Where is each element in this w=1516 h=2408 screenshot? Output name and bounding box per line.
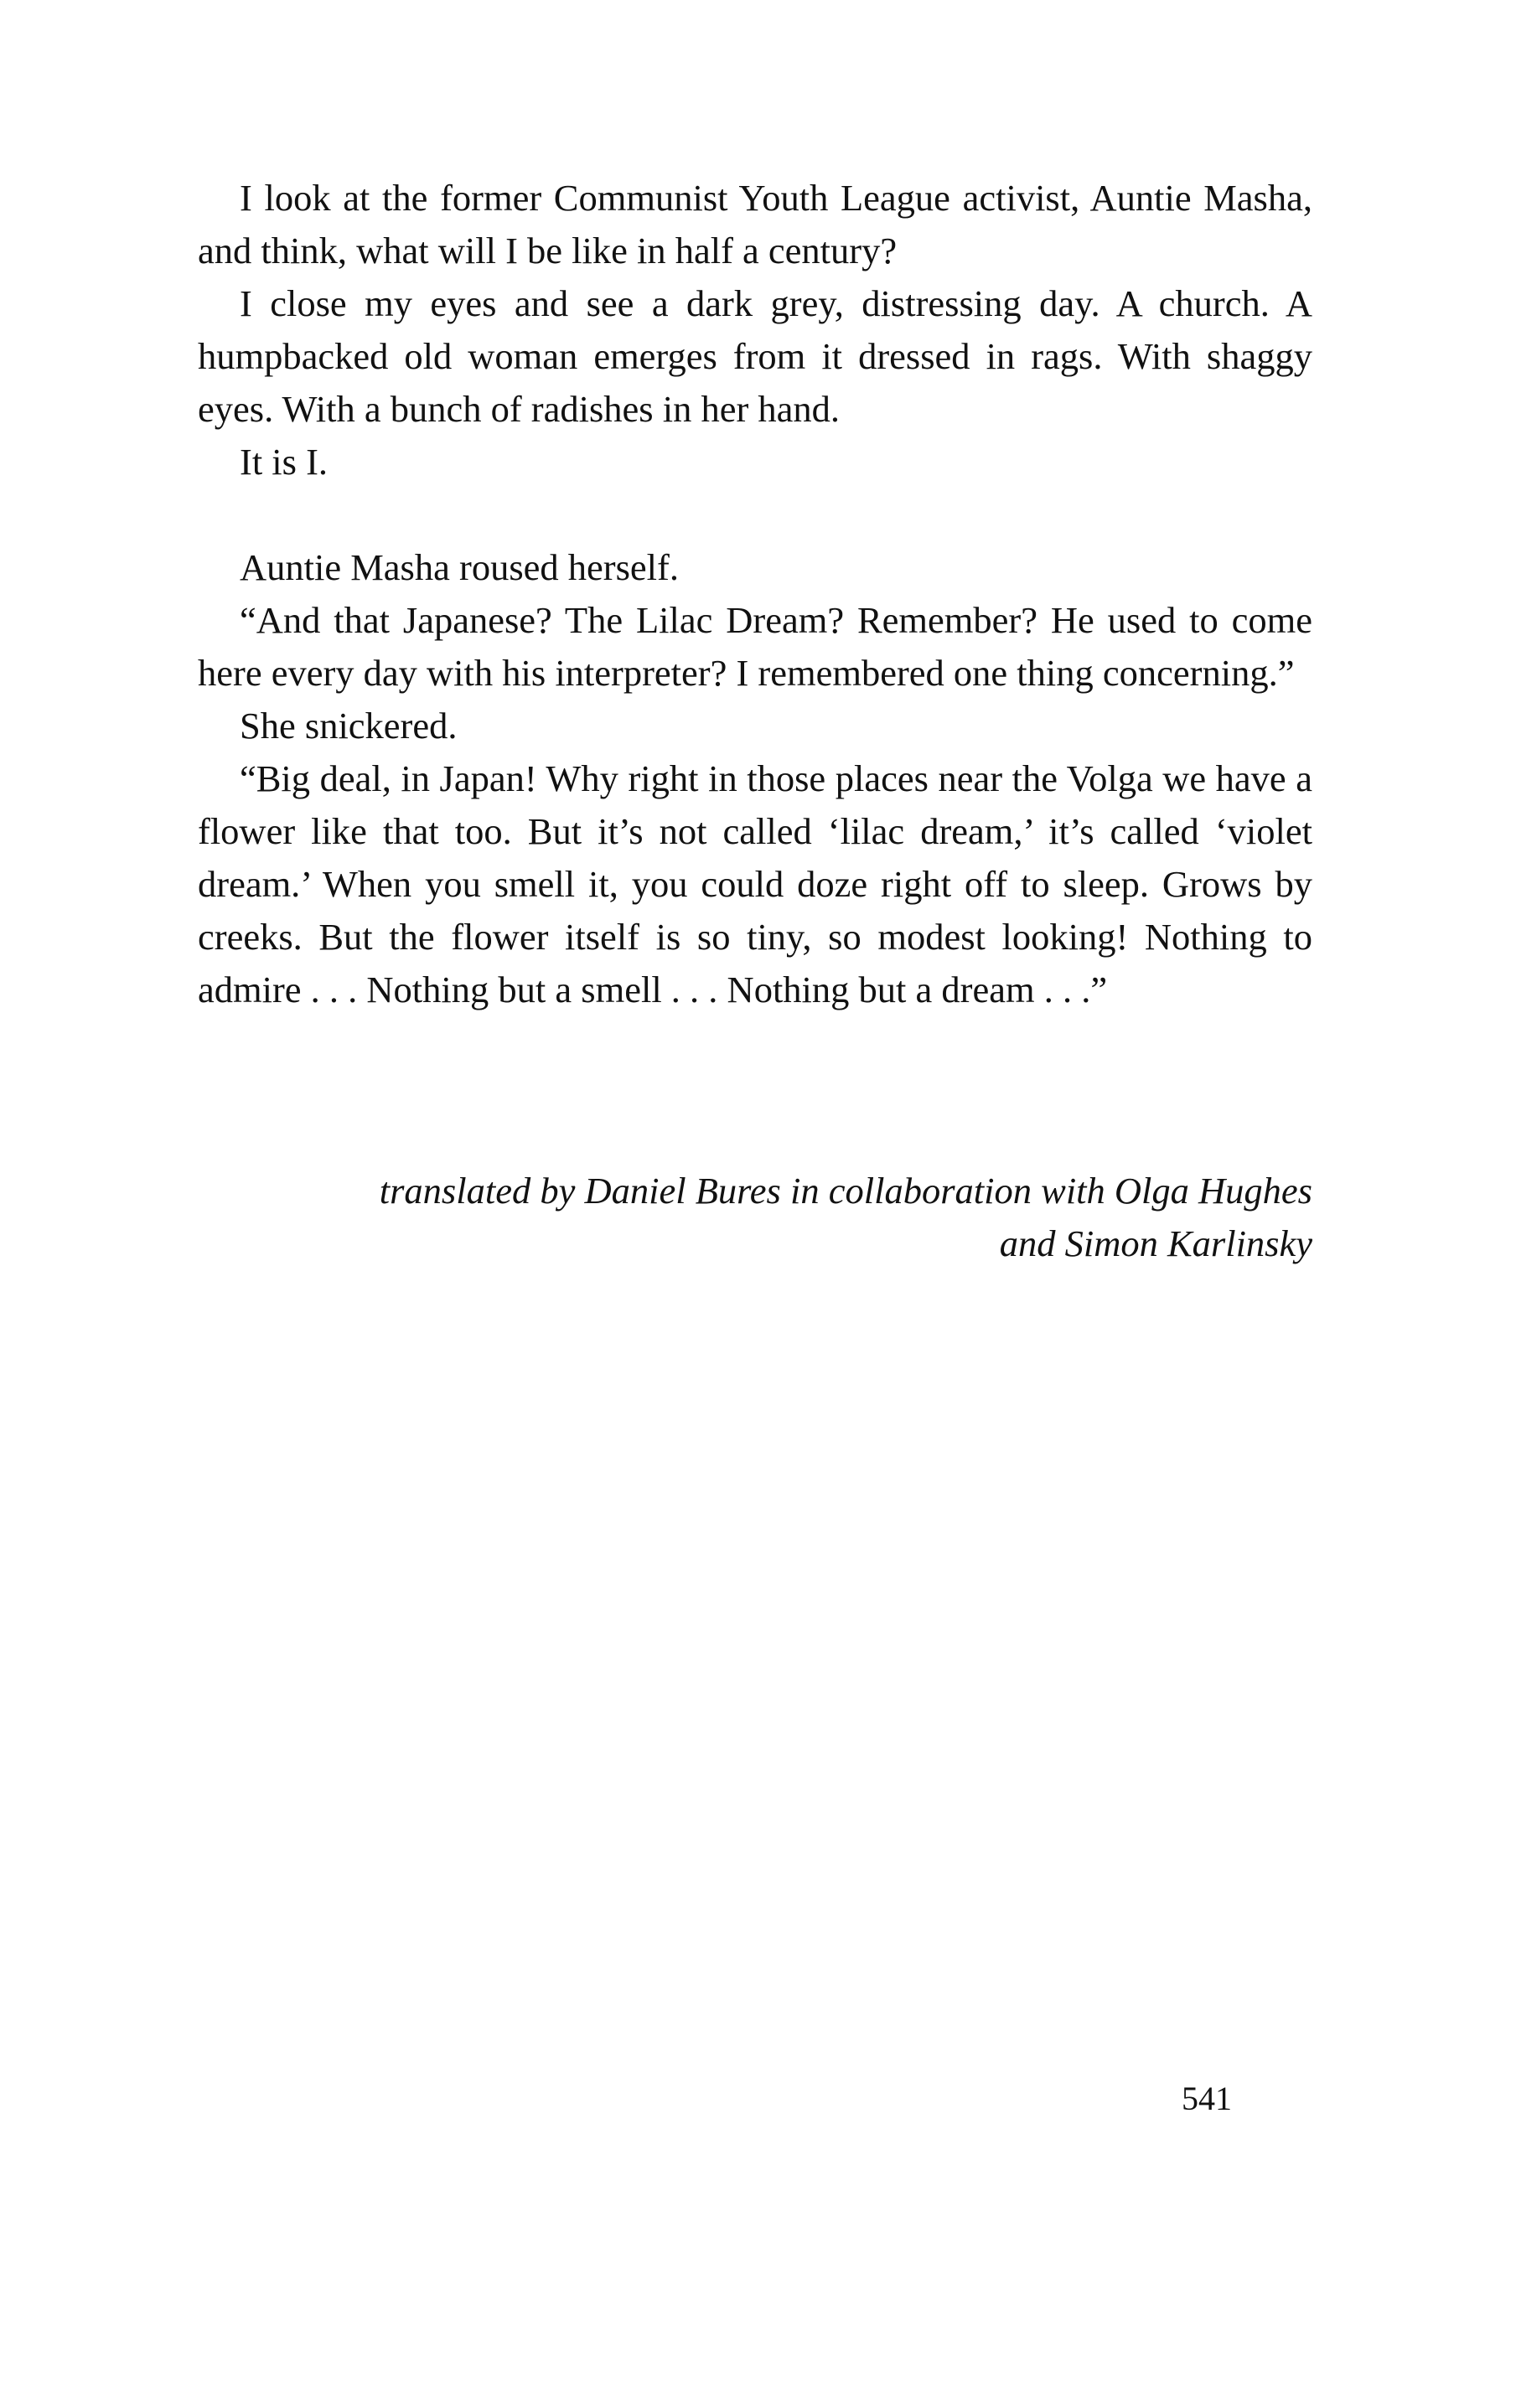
- paragraph-vision: I close my eyes and see a dark grey, distressing day. A church. A humpbacked old woman emerges from it dressed in rags. With shaggy eyes. With a bunch of radishes in her hand.: [198, 282, 1312, 430]
- credit-line-2: and Simon Karlinsky: [999, 1222, 1312, 1264]
- section-break: [198, 488, 1312, 541]
- paragraph-auntie-masha-reflection: I look at the former Communist Youth League activist, Auntie Masha, and think, what will I be like in half a century?: [198, 177, 1312, 271]
- paragraph-japanese: “And that Japanese? The Lilac Dream? Remember? He used to come here every day with his interpreter? I remembered one thing concerning.”: [198, 599, 1312, 694]
- paragraph-snickered: She snickered.: [240, 705, 458, 747]
- body-text: [198, 172, 1312, 1016]
- translator-credit: [198, 1165, 1312, 1270]
- paragraph-violet-dream: “Big deal, in Japan! Why right in those places near the Volga we have a flower like that too. But it’s not called ‘lilac dream,’ it’s called ‘violet dream.’ When you smell it, you could doze right off to sleep. Grows by creeks. But the flower itself is so tiny, so modest looking! Nothing to admire . . . Nothing but a smell . . . Nothing but a dream . . .”: [198, 757, 1312, 1010]
- paragraph-roused: Auntie Masha roused herself.: [240, 546, 679, 588]
- page-number: 541: [1182, 2080, 1232, 2117]
- credit-line-1: translated by Daniel Bures in collaboration with Olga Hughes: [379, 1170, 1312, 1212]
- paragraph-it-is-i: It is I.: [240, 441, 329, 483]
